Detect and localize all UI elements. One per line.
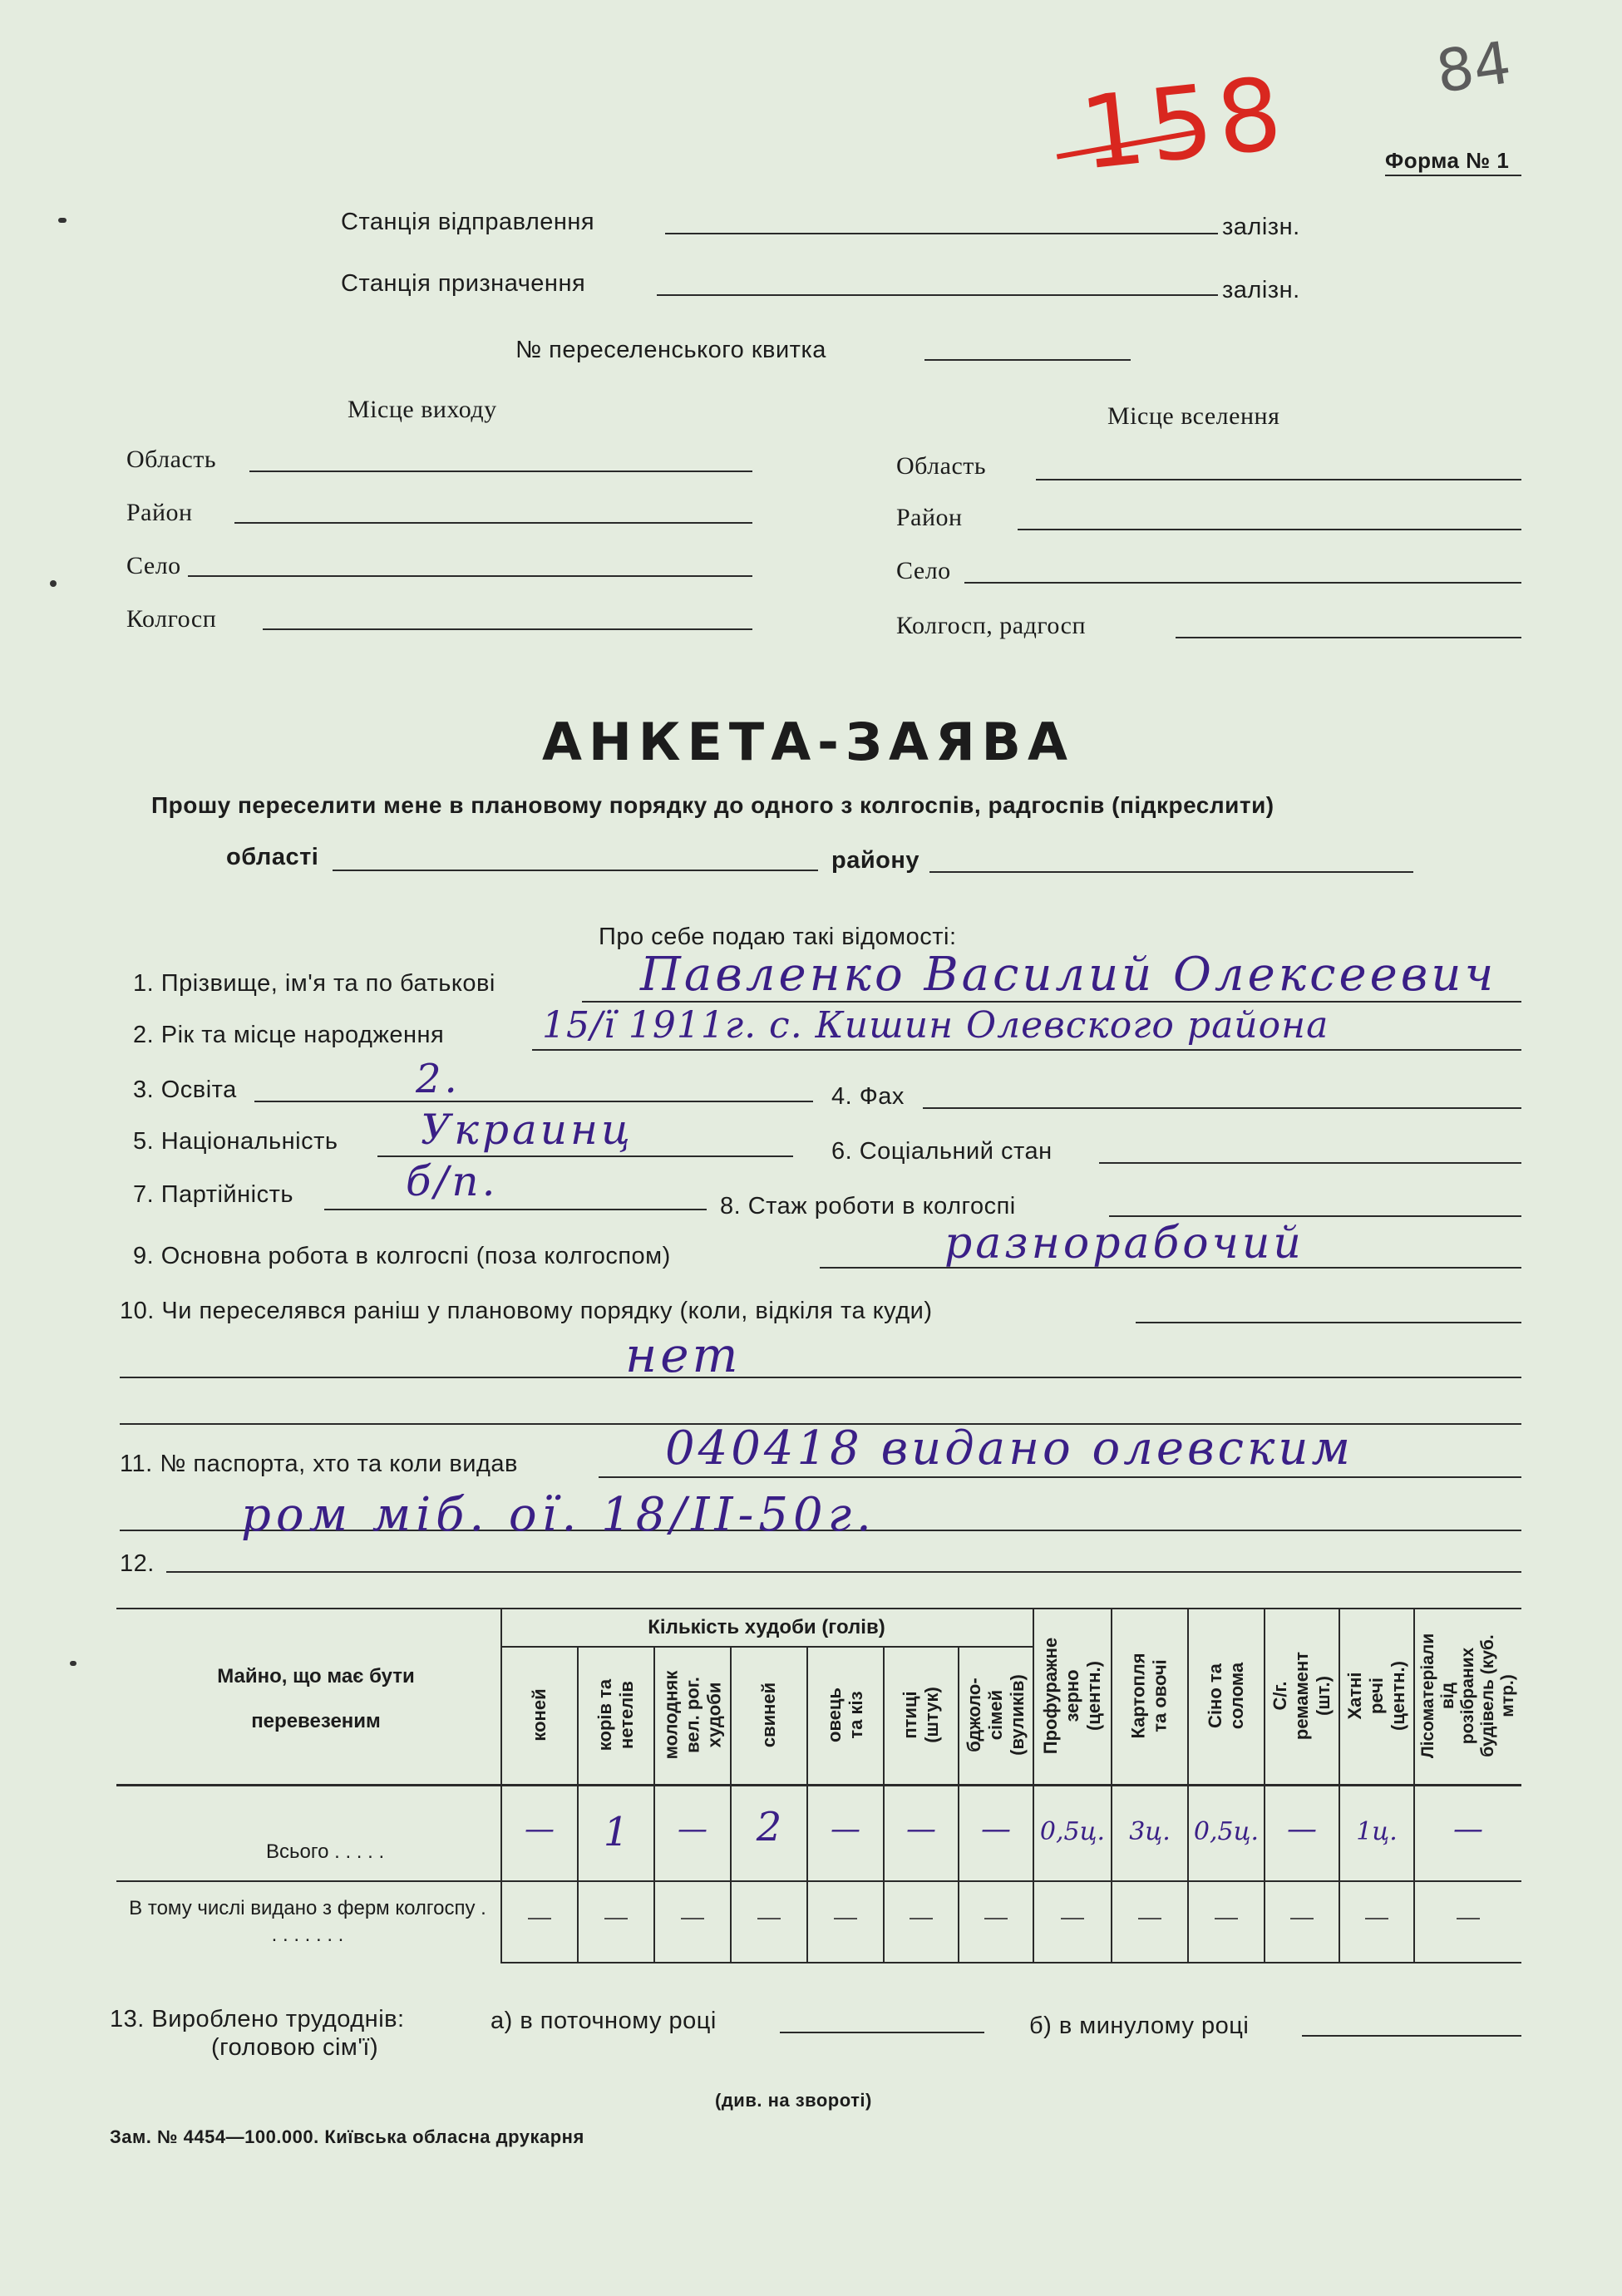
- field-6-line[interactable]: [1099, 1162, 1521, 1164]
- destination-heading: Місце вселення: [1107, 402, 1280, 430]
- destination-kolhosp-line[interactable]: [1176, 637, 1521, 638]
- table-row-header: Майно, що має бути перевезеним: [217, 1665, 415, 1732]
- document-title: АНКЕТА-ЗАЯВА: [542, 712, 1074, 772]
- table-row-farm-label: В тому числі видано з ферм колгоспу . . . . . . . .: [129, 1897, 486, 1946]
- workdays-current-line[interactable]: [780, 2032, 984, 2033]
- margin-mark: [58, 218, 67, 223]
- table-col-header: свиней: [758, 1682, 779, 1748]
- workdays-sub-label: (головою сім'ї): [211, 2034, 379, 2061]
- table-total-cell: —: [1453, 1812, 1483, 1846]
- destination-station-label: Станція призначення: [341, 270, 586, 297]
- table-farm-cell: —: [1290, 1904, 1314, 1929]
- destination-oblast-label: Область: [896, 452, 987, 480]
- request-text: Прошу переселити мене в плановому порядку до одного з колгоспів, радгоспів (підкреслити): [151, 792, 1274, 818]
- origin-oblast-line[interactable]: [249, 471, 752, 472]
- info-heading: Про себе подаю такі відомості:: [599, 924, 957, 950]
- table-col-header: корів та нетелів: [594, 1678, 637, 1752]
- departure-station-line[interactable]: [665, 233, 1218, 234]
- destination-village-label: Село: [896, 557, 951, 584]
- origin-oblast-label: Область: [126, 446, 217, 473]
- field-11-label: 11. № паспорта, хто та коли видав: [120, 1451, 518, 1477]
- table-farm-cell: —: [1365, 1904, 1388, 1929]
- field-10-line-2[interactable]: [120, 1377, 1521, 1378]
- field-12-label: 12.: [120, 1550, 155, 1577]
- table-total-cell: 3ц.: [1129, 1817, 1171, 1846]
- table-farm-cell: —: [528, 1904, 551, 1929]
- request-raion-line[interactable]: [929, 871, 1413, 873]
- table-row-divider: [116, 1880, 1521, 1882]
- table-total-cell: 0,5ц.: [1039, 1817, 1106, 1846]
- destination-oblast-line[interactable]: [1036, 479, 1521, 480]
- table-farm-cell: —: [1138, 1904, 1161, 1929]
- origin-heading: Місце виходу: [348, 396, 497, 423]
- table-col-header: овець та кіз: [824, 1688, 866, 1742]
- table-col-header: Профуражне зерно (центн.): [1040, 1637, 1105, 1755]
- form-number-underline: [1385, 175, 1521, 176]
- field-2-value: 15/ї 1911г. с. Кишин Олевского района: [542, 1004, 1329, 1047]
- field-9-value: разнорабочий: [944, 1219, 1304, 1269]
- table-total-cell: 2: [756, 1804, 782, 1850]
- field-12-line[interactable]: [166, 1571, 1521, 1573]
- field-11-value-2: ром міб. ої. 18/ІІ-50г.: [241, 1488, 876, 1542]
- field-11-value-1: 040418 видано олевским: [665, 1421, 1353, 1476]
- request-oblast-line[interactable]: [333, 870, 818, 871]
- departure-station-label: Станція відправлення: [341, 209, 595, 235]
- destination-raion-line[interactable]: [1018, 529, 1521, 530]
- workdays-label: 13. Вироблено трудоднів:: [110, 2006, 405, 2032]
- origin-raion-line[interactable]: [234, 522, 752, 524]
- printer-note: Зам. № 4454—100.000. Київська обласна друкарня: [110, 2126, 584, 2147]
- field-4-label: 4. Фах: [831, 1083, 905, 1110]
- table-col-header: Лісоматеріали від розібраних будівель (куб. мтр.): [1418, 1633, 1518, 1759]
- margin-mark: [50, 580, 57, 587]
- table-total-cell: —: [981, 1812, 1011, 1846]
- field-8-line[interactable]: [1109, 1215, 1521, 1217]
- destination-railway-suffix: залізн.: [1222, 277, 1300, 303]
- table-total-cell: —: [1287, 1812, 1317, 1846]
- margin-mark: [70, 1661, 76, 1666]
- field-4-line[interactable]: [923, 1107, 1521, 1109]
- see-reverse-note: (див. на звороті): [715, 2090, 872, 2111]
- field-10-line-1[interactable]: [1136, 1322, 1521, 1323]
- table-row-total-label: Всього . . . . .: [266, 1840, 385, 1863]
- ticket-number-line[interactable]: [924, 359, 1131, 361]
- table-col-header: птиці (штук): [900, 1687, 942, 1743]
- table-farm-cell: —: [604, 1904, 628, 1929]
- field-8-label: 8. Стаж роботи в колгоспі: [720, 1193, 1016, 1219]
- field-1-label: 1. Прізвище, ім'я та по батькові: [133, 970, 495, 997]
- origin-kolhosp-line[interactable]: [263, 628, 752, 630]
- table-total-cell: 0,5ц.: [1193, 1817, 1260, 1846]
- table-farm-cell: —: [757, 1904, 781, 1929]
- field-3-label: 3. Освіта: [133, 1077, 237, 1103]
- field-5-value: Украинц: [421, 1106, 634, 1154]
- origin-kolhosp-label: Колгосп: [126, 605, 217, 633]
- table-total-cell: —: [678, 1812, 707, 1846]
- archive-pencil-number: 84: [1432, 28, 1516, 106]
- origin-village-line[interactable]: [188, 575, 752, 577]
- table-col-header: молодняк вел. рог. худоби: [660, 1670, 724, 1760]
- field-7-value: б/п.: [406, 1157, 499, 1205]
- table-farm-cell: —: [1457, 1904, 1480, 1929]
- field-9-label: 9. Основна робота в колгоспі (поза колгоспом): [133, 1243, 671, 1269]
- destination-station-line[interactable]: [657, 294, 1218, 296]
- table-farm-cell: —: [834, 1904, 857, 1929]
- table-farm-cell: —: [910, 1904, 933, 1929]
- table-bottom-rule: [500, 1962, 1521, 1963]
- field-5-label: 5. Національність: [133, 1128, 338, 1155]
- departure-railway-suffix: залізн.: [1222, 214, 1300, 240]
- table-total-cell: —: [525, 1812, 555, 1846]
- field-3-line[interactable]: [254, 1101, 813, 1102]
- field-10-value: нет: [625, 1327, 742, 1383]
- field-1-value: Павленко Василий Олексеевич: [640, 948, 1497, 1002]
- form-number: Форма № 1: [1385, 148, 1510, 173]
- table-total-cell: 1ц.: [1356, 1817, 1398, 1846]
- table-col-header: С/г. ремамент (шт.): [1269, 1651, 1334, 1741]
- request-oblast-label: області: [226, 844, 319, 870]
- table-farm-cell: —: [1215, 1904, 1238, 1929]
- table-total-cell: 1: [603, 1809, 629, 1855]
- field-3-value: 2.: [416, 1056, 461, 1102]
- table-farm-cell: —: [1061, 1904, 1084, 1929]
- table-farm-cell: —: [681, 1904, 704, 1929]
- field-2-line[interactable]: [532, 1049, 1521, 1051]
- table-col-header: коней: [529, 1688, 550, 1742]
- table-total-cell: —: [906, 1812, 936, 1846]
- table-header-bottom-rule: [116, 1784, 1521, 1786]
- field-6-label: 6. Соціальний стан: [831, 1138, 1053, 1165]
- workdays-current-label: а) в поточному році: [491, 2008, 717, 2034]
- destination-village-line[interactable]: [964, 582, 1521, 584]
- request-raion-label: району: [831, 847, 920, 874]
- ticket-number-label: № переселенського квитка: [515, 337, 826, 363]
- archive-red-number: 158: [1075, 56, 1292, 193]
- table-col-header: Хатні речі (центн.): [1344, 1661, 1408, 1731]
- field-2-label: 2. Рік та місце народження: [133, 1022, 445, 1048]
- table-total-cell: —: [831, 1812, 860, 1846]
- origin-village-label: Село: [126, 552, 181, 579]
- field-7-label: 7. Партійність: [133, 1181, 293, 1208]
- destination-raion-label: Район: [896, 504, 963, 531]
- field-7-line[interactable]: [324, 1209, 707, 1210]
- destination-kolhosp-label: Колгосп, радгосп: [896, 612, 1087, 639]
- table-livestock-header: Кількість худоби (голів): [648, 1616, 885, 1638]
- table-farm-cell: —: [984, 1904, 1008, 1929]
- table-col-header: бджоло-сімей (вуликів): [964, 1674, 1028, 1756]
- table-col-header: Сіно та солома: [1205, 1662, 1247, 1730]
- table-col-header: Картопля та овочі: [1128, 1653, 1171, 1739]
- origin-raion-label: Район: [126, 499, 193, 526]
- workdays-last-label: б) в минулому році: [1029, 2013, 1250, 2039]
- workdays-last-line[interactable]: [1302, 2035, 1521, 2037]
- field-11-line-1[interactable]: [599, 1476, 1521, 1478]
- field-10-label: 10. Чи переселявся раніш у плановому порядку (коли, відкіля та куди): [120, 1298, 933, 1324]
